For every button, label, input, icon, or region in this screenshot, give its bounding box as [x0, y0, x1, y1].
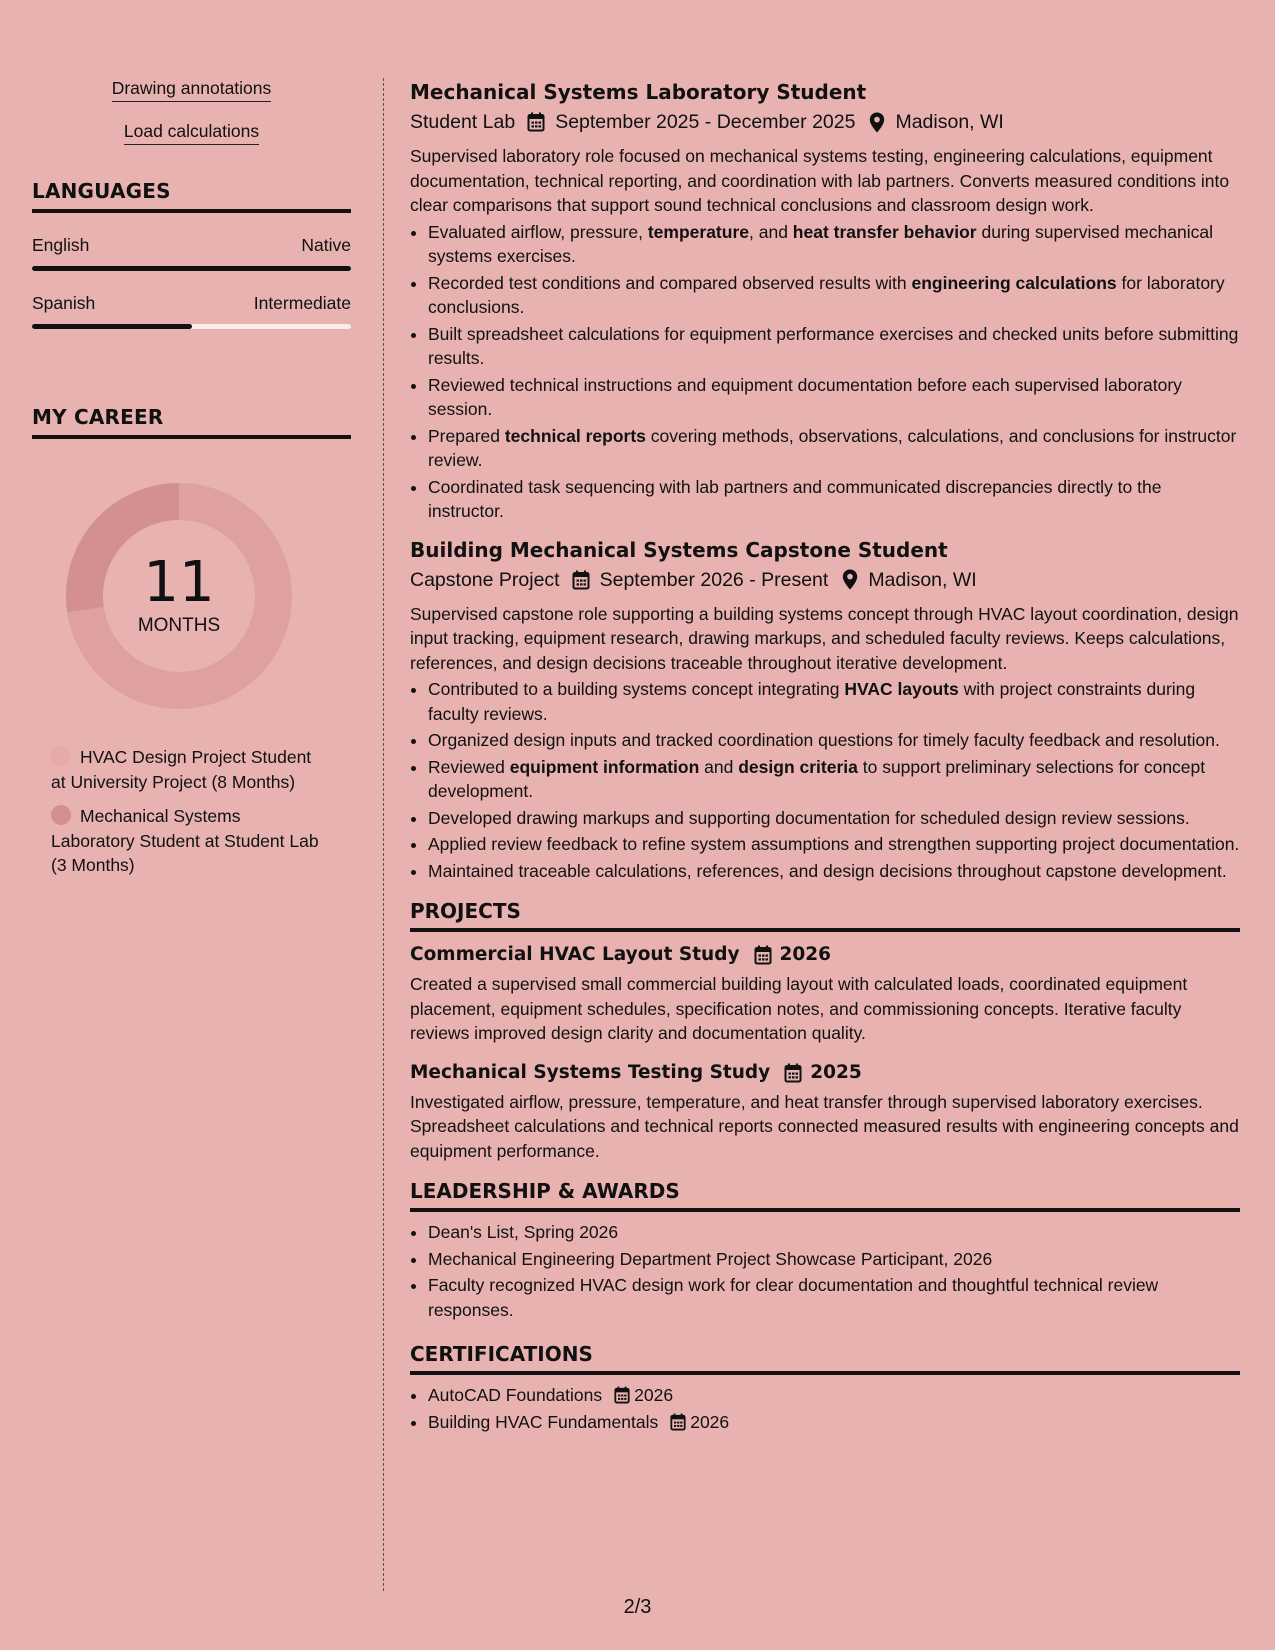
- language-spanish: [32, 293, 351, 329]
- legend-item: [51, 745, 321, 794]
- award-item: • Dean's List, Spring 2026: [428, 1220, 1240, 1245]
- job-bullet: • Evaluated airflow, pressure, temperature, and heat transfer behavior during supervised mechanical systems exercises.: [428, 220, 1240, 269]
- project-title-row: [410, 942, 1240, 968]
- projects-heading: PROJECTS: [410, 899, 1240, 932]
- project-entry: [410, 942, 1240, 1046]
- languages-heading: LANGUAGES: [32, 179, 351, 213]
- column-divider: [383, 78, 384, 1591]
- project-year: 2025: [810, 1061, 862, 1083]
- calendar-icon: [527, 112, 545, 132]
- job-bullet: • Contributed to a building systems concept integrating HVAC layouts with project constraints during faculty reviews.: [428, 677, 1240, 726]
- project-title-row: [410, 1060, 1240, 1086]
- calendar-icon: [784, 1063, 802, 1083]
- award-item: • Mechanical Engineering Department Project Showcase Participant, 2026: [428, 1247, 1240, 1272]
- certifications-heading: CERTIFICATIONS: [410, 1342, 1240, 1375]
- job-bullet: • Coordinated task sequencing with lab partners and communicated discrepancies directly to the instructor.: [428, 475, 1240, 524]
- career-total-months: 11: [143, 550, 215, 615]
- calendar-icon: [670, 1413, 686, 1431]
- award-item: • Faculty recognized HVAC design work for clear documentation and thoughtful technical review responses.: [428, 1273, 1240, 1322]
- location-pin-icon: [869, 112, 885, 133]
- calendar-icon: [614, 1386, 630, 1404]
- language-name: English: [32, 235, 90, 255]
- job-bullet: • Reviewed technical instructions and equipment documentation before each supervised laboratory session.: [428, 373, 1240, 422]
- job-bullet: • Developed drawing markups and supporting documentation for scheduled design review sessions.: [428, 806, 1240, 831]
- awards-heading: LEADERSHIP & AWARDS: [410, 1179, 1240, 1212]
- job-bullet: • Maintained traceable calculations, references, and design decisions throughout capstone development.: [428, 859, 1240, 884]
- project-year: 2026: [779, 944, 832, 965]
- project-description: Investigated airflow, pressure, temperature, and heat transfer through supervised laboratory exercises. Spreadsheet calculations and technical reports connected measured results with engineering concepts and equipment performance.: [410, 1091, 1239, 1161]
- career-heading: MY CAREER: [32, 405, 351, 439]
- certification-name: • Building HVAC Fundamentals: [428, 1411, 659, 1432]
- job-bullet: • Applied review feedback to refine system assumptions and strengthen supporting project documentation.: [428, 832, 1240, 857]
- language-english: [32, 235, 351, 271]
- certification-name: • AutoCAD Foundations: [428, 1385, 603, 1405]
- experience-entry: [410, 78, 1240, 524]
- job-bullet: • Recorded test conditions and compared observed results with engineering calculations for laboratory conclusions.: [428, 271, 1240, 320]
- job-title: Mechanical Systems Laboratory Student: [410, 80, 867, 104]
- main-column: [410, 78, 1240, 1436]
- language-name: Spanish: [32, 293, 96, 313]
- project-title: Commercial HVAC Layout Study: [410, 944, 740, 965]
- language-proficiency-bar: [32, 266, 351, 271]
- language-proficiency-fill: [32, 324, 192, 329]
- job-org: Capstone Project: [410, 568, 560, 591]
- job-dates: September 2025 - December 2025: [555, 111, 856, 133]
- legend-label: Mechanical Systems Laboratory Student at Student Lab (3 Months): [51, 806, 319, 875]
- legend-label: HVAC Design Project Student at University Project (8 Months): [51, 747, 312, 792]
- job-bullet: • Organized design inputs and tracked coordination questions for timely faculty feedback and resolution.: [428, 728, 1240, 753]
- awards-list: [410, 1220, 1240, 1322]
- job-bullets: [410, 220, 1240, 524]
- job-meta: [410, 566, 1240, 594]
- language-level: Intermediate: [253, 293, 351, 313]
- page-number: 2/3: [623, 1596, 652, 1618]
- career-unit-label: MONTHS: [137, 615, 221, 636]
- career-donut-chart: [66, 483, 292, 709]
- certification-year: 2026: [634, 1385, 674, 1405]
- certification-item: [428, 1410, 1240, 1435]
- skill-item-drawing-annotations: Drawing annotations: [112, 78, 272, 102]
- job-bullet: • Reviewed equipment information and design criteria to support preliminary selections for concept development.: [428, 755, 1240, 804]
- language-proficiency-fill: [32, 266, 351, 271]
- job-bullet: • Prepared technical reports covering methods, observations, calculations, and conclusions for instructor review.: [428, 424, 1240, 473]
- skill-item-load-calculations: Load calculations: [124, 121, 259, 145]
- sidebar: [32, 78, 351, 888]
- job-org: Student Lab: [410, 111, 516, 133]
- job-meta: [410, 108, 1240, 136]
- experience-entry: [410, 536, 1240, 884]
- job-summary: Supervised capstone role supporting a building systems concept through HVAC layout coordination, design input tracking, equipment research, drawing markups, and scheduled faculty reviews. Keeps calculations, references, and design decisions traceable throughout iterative development.: [410, 603, 1239, 673]
- language-level: Native: [301, 235, 351, 255]
- job-summary: Supervised laboratory role focused on mechanical systems testing, engineering calculations, equipment documentation, technical reporting, and coordination with lab partners. Converts measured conditions into clear comparisons that support sound technical conclusions and classroom design work.: [410, 146, 1230, 215]
- project-title: Mechanical Systems Testing Study: [410, 1061, 771, 1083]
- calendar-icon: [754, 945, 772, 965]
- location-pin-icon: [842, 569, 858, 590]
- job-title: Building Mechanical Systems Capstone Student: [410, 537, 948, 562]
- job-location: Madison, WI: [895, 111, 1004, 133]
- job-bullets: [410, 677, 1240, 883]
- project-entry: [410, 1060, 1240, 1164]
- certification-year: 2026: [690, 1411, 730, 1432]
- legend-item: [51, 804, 321, 878]
- job-dates: September 2026 - Present: [599, 568, 829, 591]
- calendar-icon: [572, 570, 590, 590]
- legend-dot-icon: [51, 805, 71, 825]
- job-bullet: • Built spreadsheet calculations for equipment performance exercises and checked units before submitting results.: [428, 322, 1240, 371]
- certification-item: [428, 1383, 1240, 1408]
- legend-dot-icon: [51, 746, 71, 766]
- career-legend: [51, 745, 321, 878]
- language-proficiency-bar: [32, 324, 351, 329]
- project-description: Created a supervised small commercial building layout with calculated loads, coordinated equipment placement, equipment schedules, specification notes, and commissioning concepts. Iterative faculty reviews improved design clarity and documentation quality.: [410, 974, 1188, 1043]
- certifications-list: [410, 1383, 1240, 1434]
- job-location: Madison, WI: [868, 568, 977, 591]
